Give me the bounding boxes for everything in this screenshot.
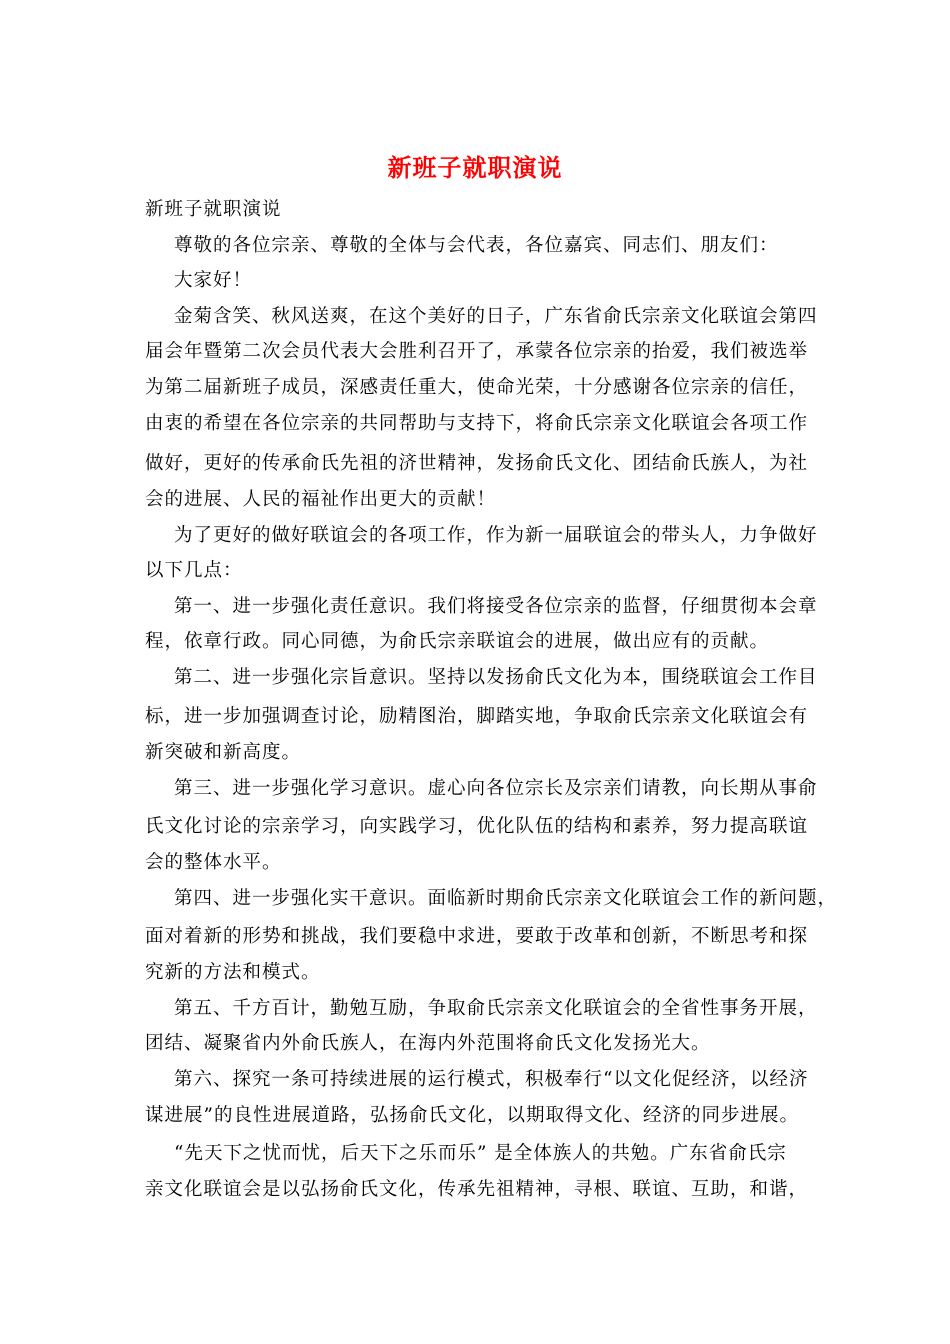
body-line: 第五、千方百计，勤勉互励，争取俞氏宗亲文化联谊会的全省性事务开展， — [174, 998, 818, 1019]
body-line: 氏文化讨论的宗亲学习，向实践学习，优化队伍的结构和素养，努力提高联谊 — [145, 816, 809, 837]
body-line: 新突破和新高度。 — [145, 742, 302, 763]
body-line: 标，进一步加强调查讨论，励精图治，脚踏实地，争取俞氏宗亲文化联谊会有 — [145, 706, 809, 727]
body-line: 团结、凝聚省内外俞氏族人，在海内外范围将俞氏文化发扬光大。 — [145, 1033, 711, 1054]
body-line: 届会年暨第二次会员代表大会胜利召开了，承蒙各位宗亲的抬爱，我们被选举 — [145, 341, 809, 362]
body-line: 第三、进一步强化学习意识。虚心向各位宗长及宗亲们请教，向长期从事俞 — [174, 778, 818, 799]
body-line: 金菊含笑、秋风送爽，在这个美好的日子，广东省俞氏宗亲文化联谊会第四 — [174, 306, 818, 327]
body-line: 谋进展”的良性进展道路，弘扬俞氏文化，以期取得文化、经济的同步进展。 — [145, 1105, 799, 1126]
body-line: 亲文化联谊会是以弘扬俞氏文化，传承先祖精神，寻根、联谊、互助，和谐， — [145, 1179, 809, 1200]
body-line: 第二、进一步强化宗旨意识。坚持以发扬俞氏文化为本，围绕联谊会工作目 — [174, 667, 818, 688]
body-line: 第一、进一步强化责任意识。我们将接受各位宗亲的监督，仔细贯彻本会章 — [174, 596, 818, 617]
body-line: 会的整体水平。 — [145, 852, 282, 873]
body-line: 究新的方法和模式。 — [145, 962, 321, 983]
body-line: 以下几点： — [145, 560, 243, 581]
body-line: 第六、探究一条可持续进展的运行模式，积极奉行“以文化促经济，以经济 — [174, 1069, 809, 1090]
document-title: 新班子就职演说 — [387, 153, 563, 182]
body-line: 尊敬的各位宗亲、尊敬的全体与会代表，各位嘉宾、同志们、朋友们： — [174, 235, 779, 256]
body-line: 做好，更好的传承俞氏先祖的济世精神，发扬俞氏文化、团结俞氏族人，为社 — [145, 453, 809, 474]
body-line: 由衷的希望在各位宗亲的共同帮助与支持下，将俞氏宗亲文化联谊会各项工作 — [145, 413, 809, 434]
body-line: 程，依章行政。同心同德，为俞氏宗亲联谊会的进展，做出应有的贡献。 — [145, 631, 770, 652]
subtitle-line: 新班子就职演说 — [145, 199, 282, 220]
body-line: 面对着新的形势和挑战，我们要稳中求进，要敢于改革和创新，不断思考和探 — [145, 926, 809, 947]
body-line: 会的进展、人民的福祉作出更大的贡献！ — [145, 489, 497, 510]
body-line: 大家好！ — [174, 270, 253, 291]
body-line: “先天下之忧而忧，后天下之乐而乐” 是全体族人的共勉。广东省俞氏宗 — [174, 1143, 787, 1164]
body-line: 第四、进一步强化实干意识。面临新时期俞氏宗亲文化联谊会工作的新问题， — [174, 888, 838, 909]
body-line: 为第二届新班子成员，深感责任重大，使命光荣，十分感谢各位宗亲的信任， — [145, 377, 809, 398]
body-line: 为了更好的做好联谊会的各项工作，作为新一届联谊会的带头人，力争做好 — [174, 525, 818, 546]
